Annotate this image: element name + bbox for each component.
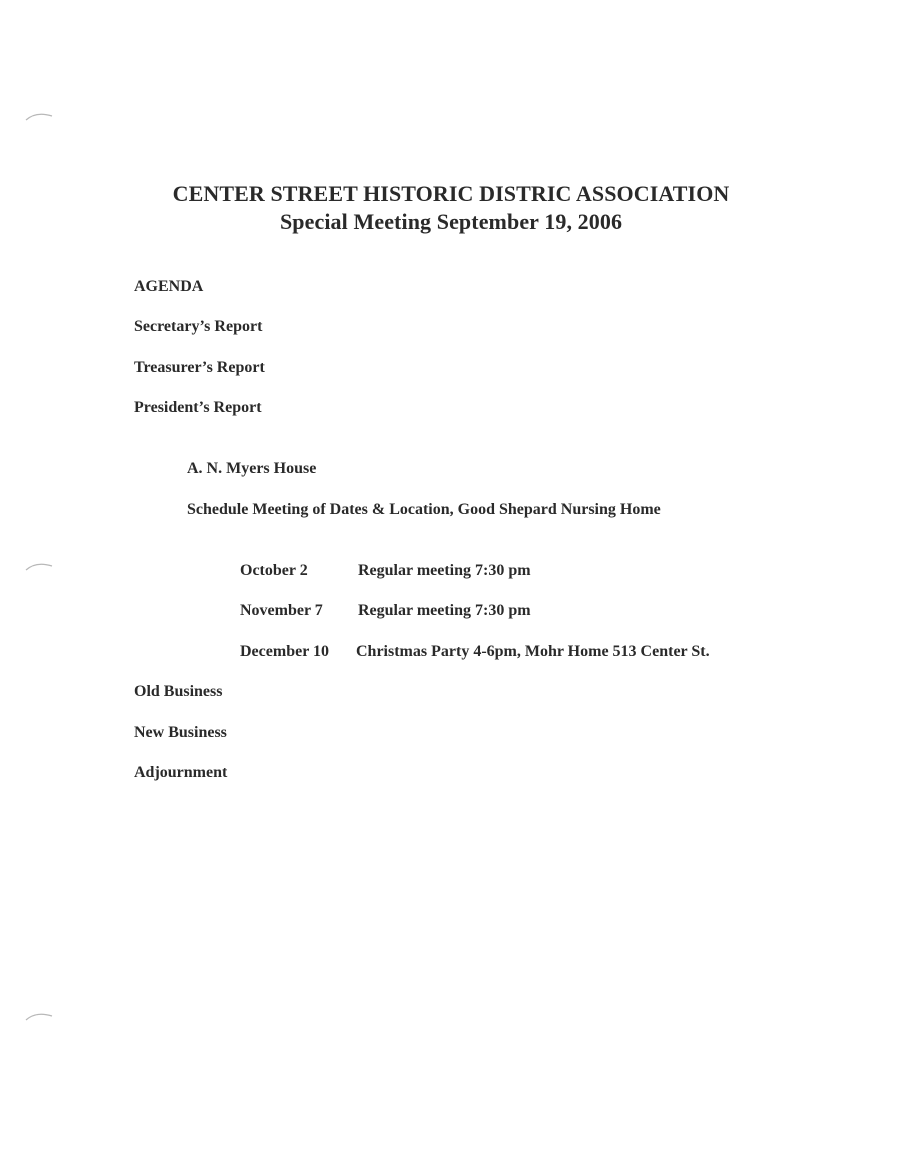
punch-hole-mark-bottom bbox=[24, 1010, 54, 1022]
agenda-item-new-business: New Business bbox=[134, 724, 227, 741]
agenda-item-adjournment: Adjournment bbox=[134, 764, 228, 781]
agenda-item-treasurer-report: Treasurer’s Report bbox=[134, 359, 265, 376]
subitem-schedule-meeting: Schedule Meeting of Dates & Location, Good Shepard Nursing Home bbox=[187, 501, 661, 518]
agenda-item-president-report: President’s Report bbox=[134, 399, 262, 416]
schedule-event-october: Regular meeting 7:30 pm bbox=[358, 562, 531, 579]
document-subtitle: Special Meeting September 19, 2006 bbox=[279, 209, 623, 234]
schedule-event-november: Regular meeting 7:30 pm bbox=[358, 602, 531, 619]
punch-hole-mark-top bbox=[24, 110, 54, 122]
subitem-myers-house: A. N. Myers House bbox=[187, 460, 317, 477]
agenda-item-old-business: Old Business bbox=[134, 683, 223, 700]
agenda-item-secretary-report: Secretary’s Report bbox=[134, 318, 263, 335]
document-title: CENTER STREET HISTORIC DISTRIC ASSOCIATION bbox=[172, 181, 730, 206]
schedule-date-december: December 10 bbox=[240, 643, 329, 660]
agenda-heading: AGENDA bbox=[134, 278, 204, 295]
schedule-event-december: Christmas Party 4-6pm, Mohr Home 513 Center St. bbox=[356, 643, 710, 660]
schedule-date-october: October 2 bbox=[240, 562, 308, 579]
document-header bbox=[0, 180, 902, 236]
schedule-date-november: November 7 bbox=[240, 602, 323, 619]
punch-hole-mark-middle bbox=[24, 560, 54, 572]
